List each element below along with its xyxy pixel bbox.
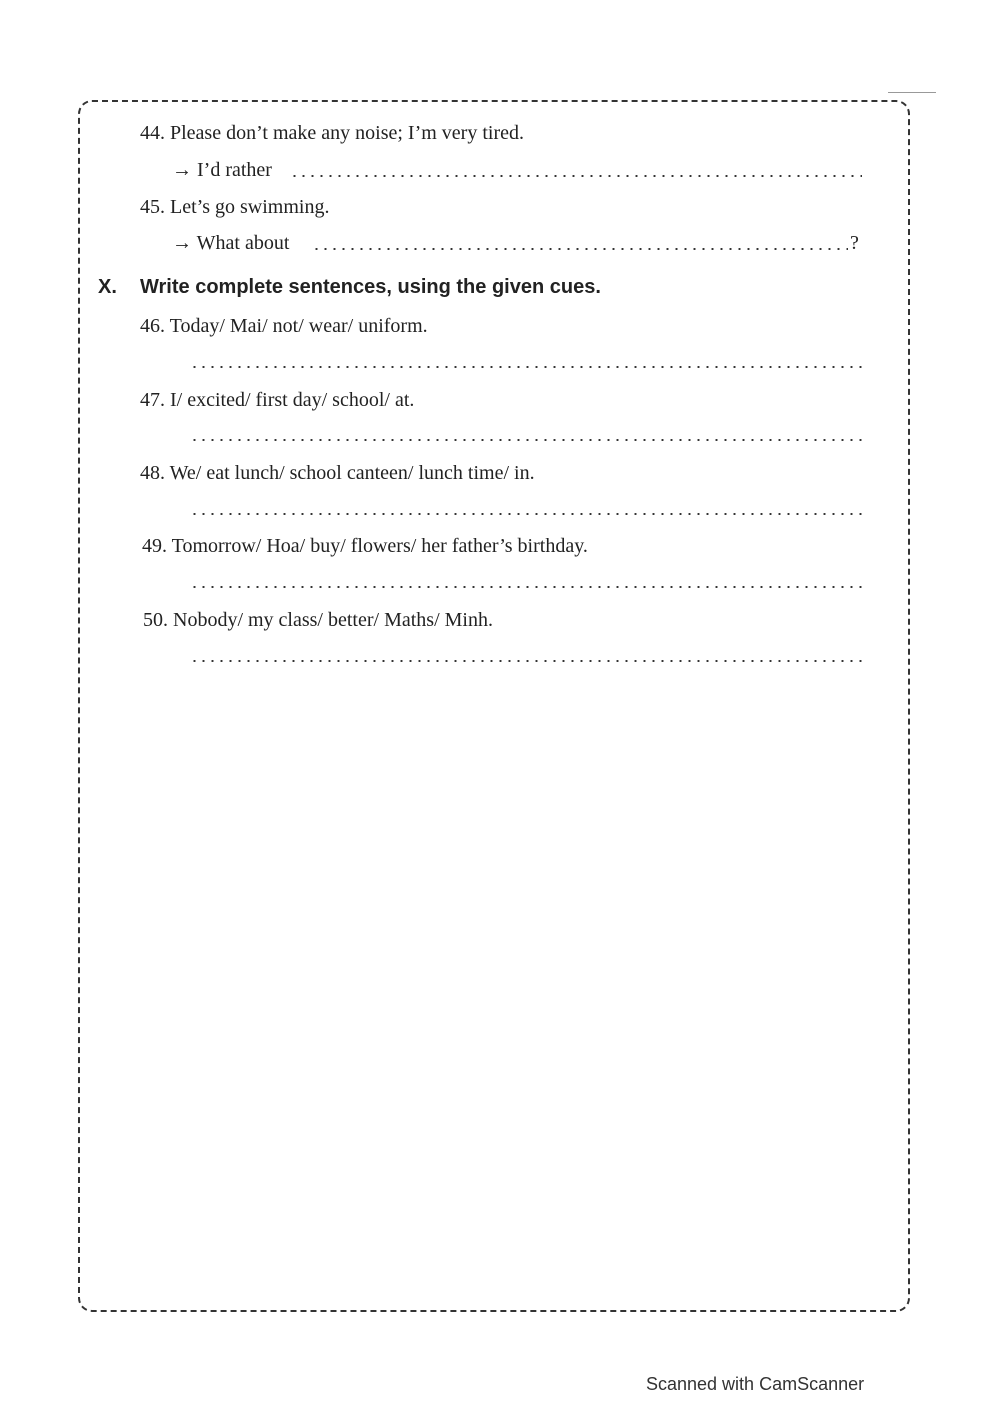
- question-cues: We/ eat lunch/ school canteen/ lunch time/ in.: [169, 462, 535, 484]
- answer-starter-44: → I’d rather: [172, 159, 272, 181]
- question-mark: ?: [850, 232, 859, 254]
- question-prompt: Let’s go swimming.: [170, 196, 330, 218]
- answer-line-46[interactable]: [190, 366, 864, 368]
- question-44: [140, 122, 524, 145]
- scanner-watermark: Scanned with CamScanner: [646, 1374, 865, 1394]
- answer-line-45[interactable]: [312, 248, 848, 250]
- answer-starter-45: → What about: [172, 232, 290, 254]
- question-number: 44.: [140, 122, 165, 144]
- question-number: 49.: [142, 535, 167, 557]
- scan-edge-line: [888, 92, 936, 93]
- question-number: 46.: [140, 315, 165, 337]
- question-45: [140, 196, 329, 219]
- question-cues: Today/ Mai/ not/ wear/ uniform.: [169, 315, 428, 337]
- question-number: 48.: [140, 462, 165, 484]
- section-number: X.: [98, 276, 117, 298]
- question-number: 50.: [143, 609, 168, 631]
- question-cues: Tomorrow/ Hoa/ buy/ flowers/ her father’s birthday.: [171, 535, 588, 557]
- question-50: [143, 609, 493, 632]
- answer-line-50[interactable]: [190, 660, 864, 662]
- answer-line-47[interactable]: [190, 439, 864, 441]
- question-prompt: Please don’t make any noise; I’m very tired.: [170, 122, 524, 144]
- question-46: [140, 315, 428, 338]
- question-number: 47.: [140, 389, 165, 411]
- question-cues: Nobody/ my class/ better/ Maths/ Minh.: [173, 609, 493, 631]
- question-49: [142, 535, 588, 558]
- question-47: [140, 389, 414, 412]
- question-cues: I/ excited/ first day/ school/ at.: [170, 389, 415, 411]
- answer-line-48[interactable]: [190, 513, 864, 515]
- question-48: [140, 462, 535, 485]
- answer-line-49[interactable]: [190, 586, 864, 588]
- section-heading: [98, 276, 601, 299]
- section-title: Write complete sentences, using the given cues.: [140, 276, 601, 298]
- question-number: 45.: [140, 196, 165, 218]
- answer-line-44[interactable]: [290, 175, 862, 177]
